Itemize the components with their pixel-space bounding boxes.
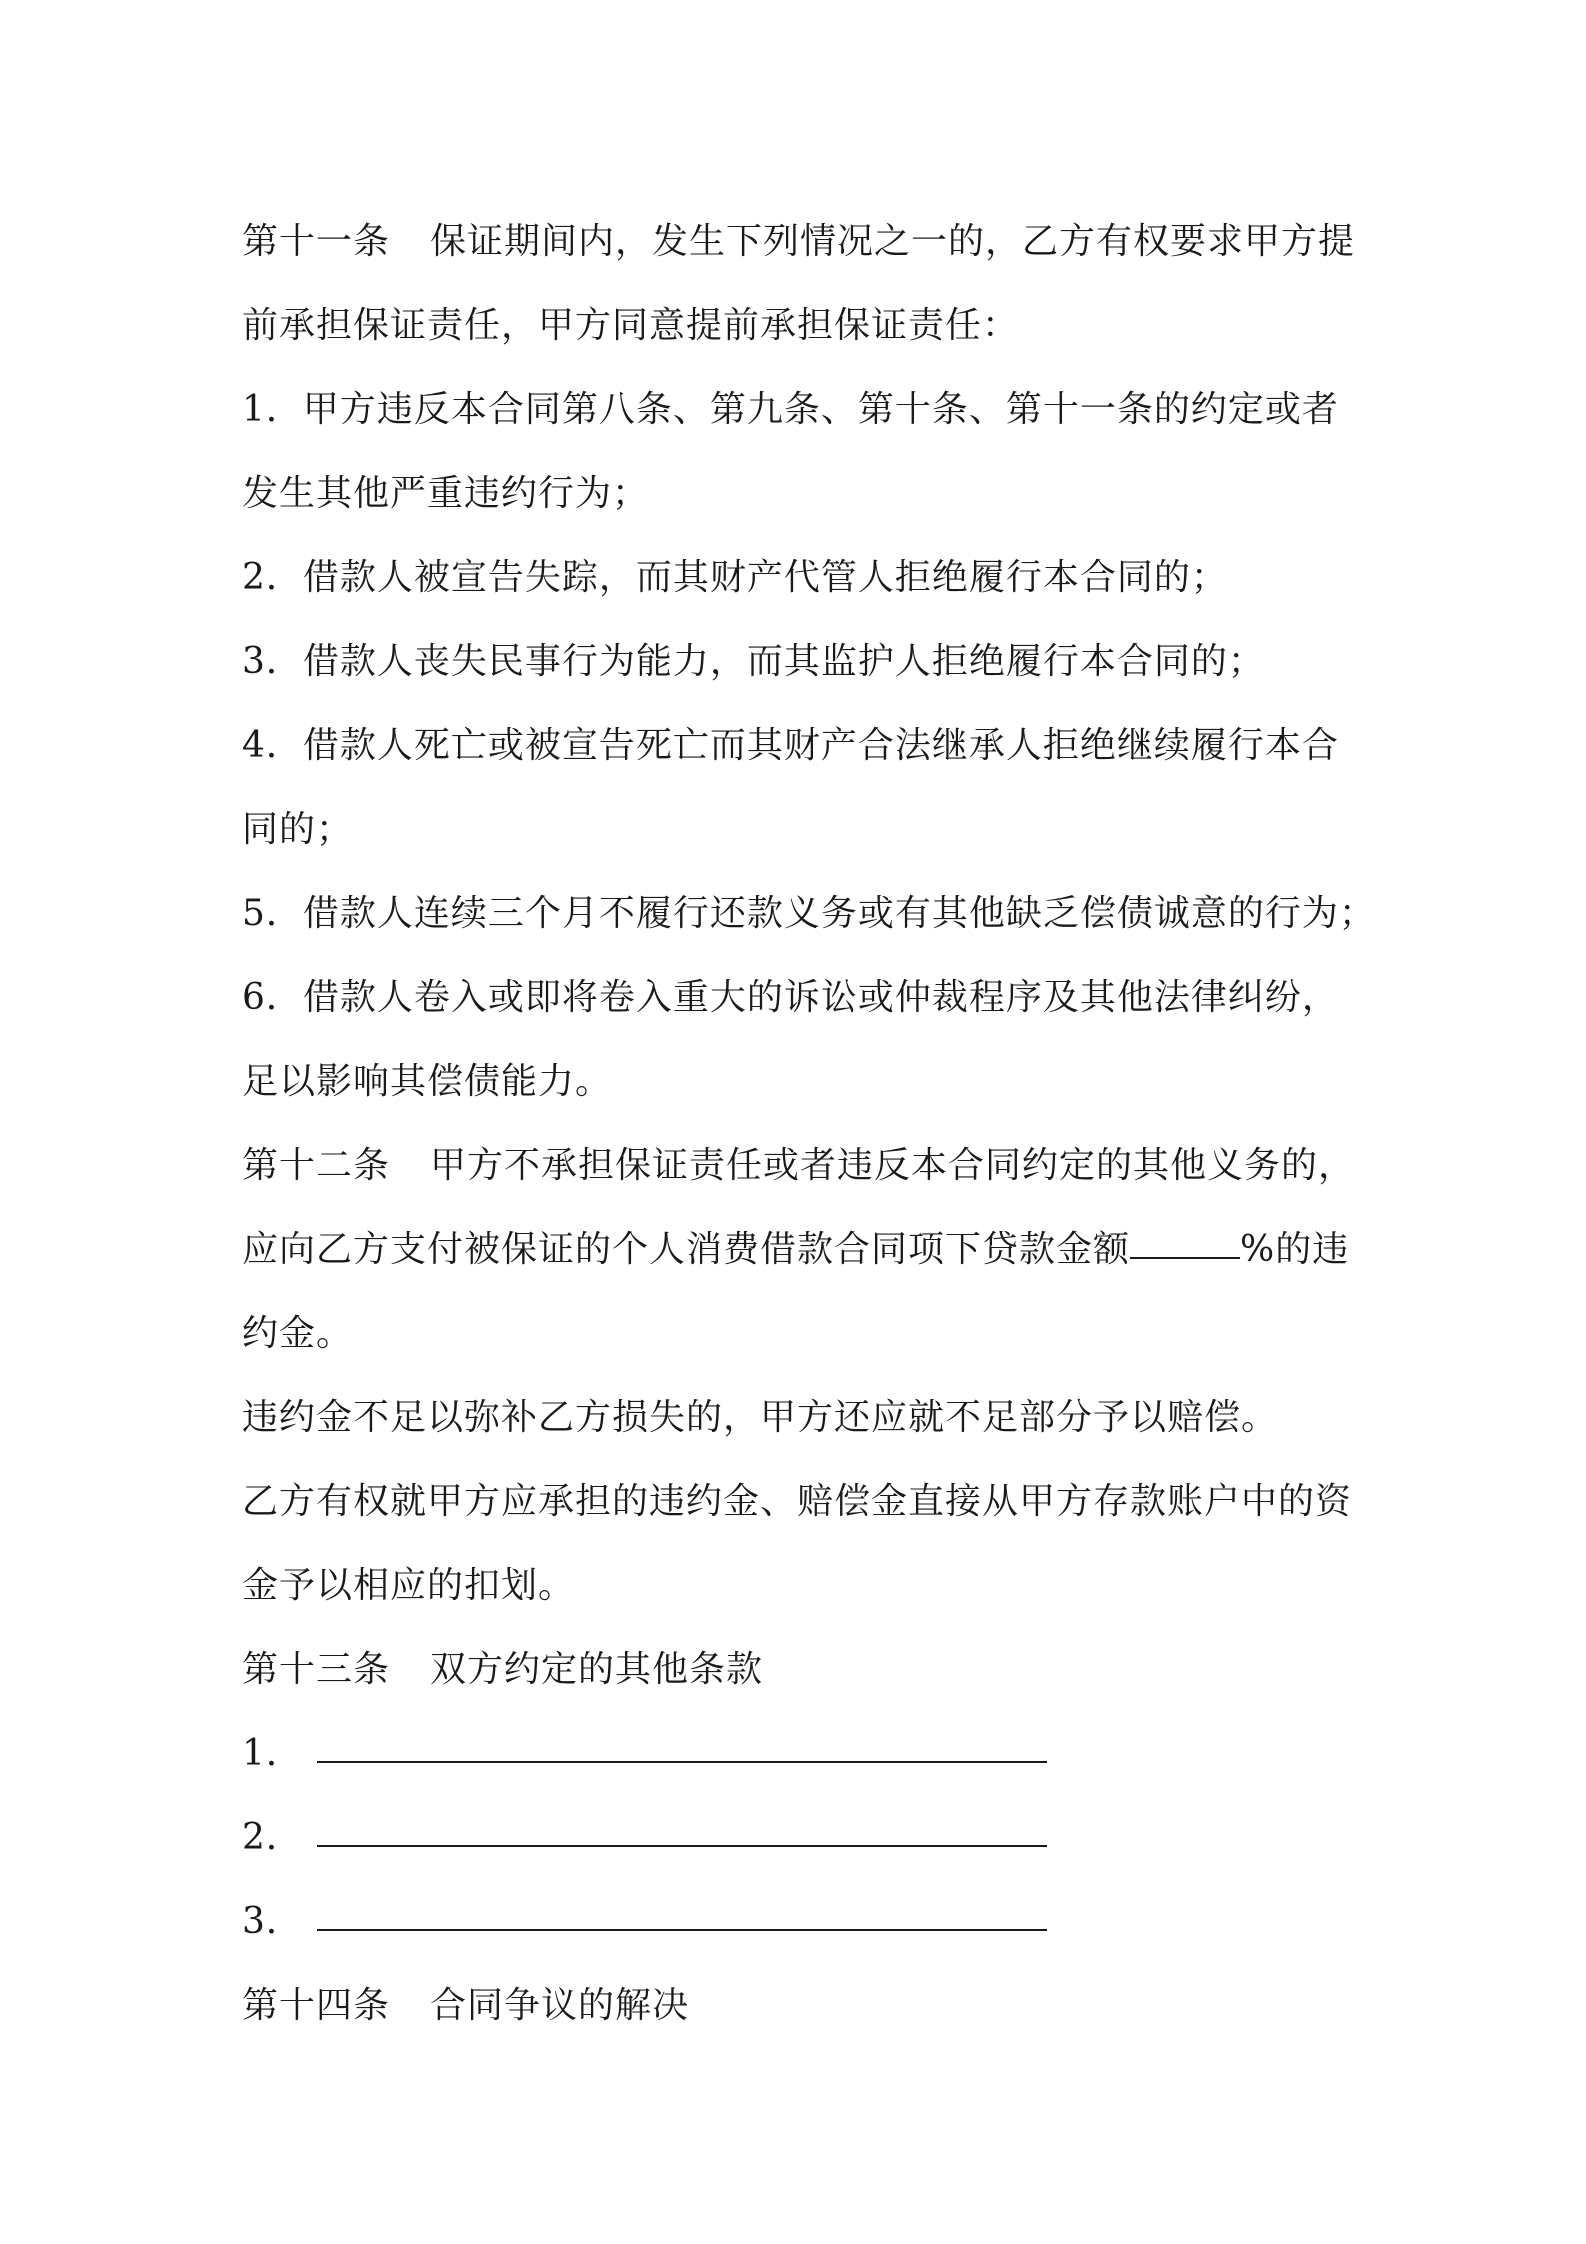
article-13-heading: 第十三条 bbox=[242, 1649, 391, 1690]
article-12-paragraph-3-line-1: 乙方有权就甲方应承担的违约金、赔偿金直接从甲方存款账户中的资 bbox=[242, 1481, 1353, 1522]
article-13-item-3 bbox=[242, 1880, 1372, 1964]
article-13-item-1-number: 1． bbox=[242, 1733, 303, 1774]
article-11-item-1-line-1: 1．甲方违反本合同第八条、第九条、第十条、第十一条的约定或者 bbox=[242, 389, 1339, 430]
article-12-paragraph-2: 违约金不足以弥补乙方损失的，甲方还应就不足部分予以赔偿。 bbox=[242, 1397, 1279, 1438]
article-13-item-3-number: 3． bbox=[242, 1901, 303, 1942]
article-12-text-1: 甲方不承担保证责任或者违反本合同约定的其他义务的， bbox=[430, 1145, 1356, 1186]
article-13-item-2 bbox=[242, 1796, 1372, 1880]
article-11-item-6-line-1: 6．借款人卷入或即将卷入重大的诉讼或仲裁程序及其他法律纠纷， bbox=[242, 977, 1339, 1018]
article-13-item-2-blank-field[interactable] bbox=[317, 1815, 1047, 1847]
article-13-item-1-blank-field[interactable] bbox=[317, 1731, 1047, 1763]
article-11-line-2: 前承担保证责任，甲方同意提前承担保证责任： bbox=[242, 305, 1020, 346]
percentage-blank-field[interactable] bbox=[1130, 1227, 1240, 1259]
article-11-item-4-line-1: 4．借款人死亡或被宣告死亡而其财产合法继承人拒绝继续履行本合 bbox=[242, 725, 1339, 766]
article-12-text-2-post: %的违 bbox=[1240, 1229, 1350, 1270]
article-13-line bbox=[242, 1628, 1372, 1712]
article-12-line-3: 约金。 bbox=[242, 1313, 354, 1354]
article-13-item-2-number: 2． bbox=[242, 1817, 303, 1858]
article-11-line-1 bbox=[242, 200, 1372, 284]
article-11-item-2: 2．借款人被宣告失踪，而其财产代管人拒绝履行本合同的； bbox=[242, 557, 1228, 598]
article-12-heading: 第十二条 bbox=[242, 1145, 391, 1186]
article-11-item-5: 5．借款人连续三个月不履行还款义务或有其他缺乏偿债诚意的行为； bbox=[242, 893, 1376, 934]
article-14-heading: 第十四条 bbox=[242, 1985, 391, 2026]
article-11-item-4-line-2: 同的； bbox=[242, 809, 354, 850]
document-body bbox=[242, 200, 1376, 2048]
article-12-line-1 bbox=[242, 1124, 1372, 1208]
article-14-title: 合同争议的解决 bbox=[430, 1985, 690, 2026]
article-13-item-3-blank-field[interactable] bbox=[317, 1899, 1047, 1931]
article-12-paragraph-3-line-2: 金予以相应的扣划。 bbox=[242, 1565, 576, 1606]
article-11-item-1-line-2: 发生其他严重违约行为； bbox=[242, 473, 650, 514]
article-11-item-3: 3．借款人丧失民事行为能力，而其监护人拒绝履行本合同的； bbox=[242, 641, 1265, 682]
article-13-item-1 bbox=[242, 1712, 1372, 1796]
article-11-text-1: 保证期间内，发生下列情况之一的，乙方有权要求甲方提 bbox=[430, 221, 1356, 262]
article-11-heading: 第十一条 bbox=[242, 221, 391, 262]
article-14-line bbox=[242, 1964, 1372, 2048]
article-11-item-6-line-2: 足以影响其偿债能力。 bbox=[242, 1061, 613, 1102]
article-13-title: 双方约定的其他条款 bbox=[430, 1649, 764, 1690]
article-12-text-2-pre: 应向乙方支付被保证的个人消费借款合同项下贷款金额 bbox=[242, 1229, 1131, 1270]
article-12-line-2 bbox=[242, 1208, 1372, 1292]
